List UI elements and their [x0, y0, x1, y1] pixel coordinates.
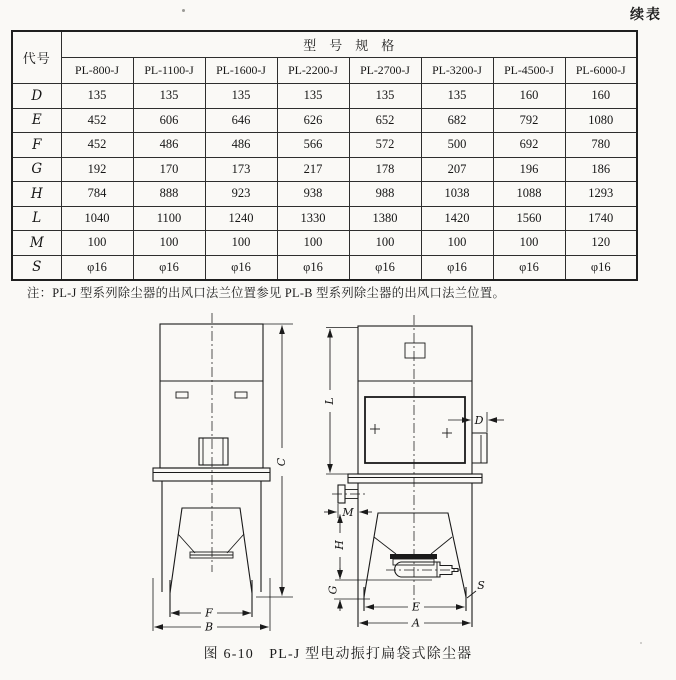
corner-header: 代号: [12, 31, 61, 84]
table-cell: 217: [277, 157, 349, 182]
column-header: PL-3200-J: [421, 58, 493, 84]
table-cell: φ16: [133, 255, 205, 280]
table-cell: 100: [133, 231, 205, 256]
table-cell: 100: [349, 231, 421, 256]
table-note: 注：PL-J 型系列除尘器的出风口法兰位置参见 PL-B 型系列除尘器的出风口法兰位置。: [27, 286, 506, 300]
table-cell: 452: [61, 108, 133, 133]
table-cell: 888: [133, 182, 205, 207]
dim-label-s: S: [477, 579, 485, 592]
table-cell: 135: [61, 84, 133, 109]
table-cell: 100: [277, 231, 349, 256]
flange-band: [153, 468, 270, 481]
table-cell: 923: [205, 182, 277, 207]
table-cell: 572: [349, 133, 421, 158]
outlet-duct: [472, 433, 487, 463]
door-handle: [370, 424, 452, 438]
table-cell: 135: [277, 84, 349, 109]
table-cell: 170: [133, 157, 205, 182]
table-row: [12, 157, 637, 182]
front-view: [153, 313, 293, 634]
table-cell: φ16: [493, 255, 565, 280]
table-cell: 1240: [205, 206, 277, 231]
table-cell: 1038: [421, 182, 493, 207]
group-header: 型 号 规 格: [61, 31, 637, 58]
table-cell: 692: [493, 133, 565, 158]
table-cell: 207: [421, 157, 493, 182]
table-row: [12, 255, 637, 280]
table-cell: 626: [277, 108, 349, 133]
table-cell: 780: [565, 133, 637, 158]
row-code: D: [12, 84, 61, 109]
dim-label-a: A: [412, 616, 420, 630]
table-cell: 1560: [493, 206, 565, 231]
table-cell: 938: [277, 182, 349, 207]
support-stand: [170, 508, 252, 593]
table-row: [12, 182, 637, 207]
continued-table-label: 续表: [630, 8, 662, 23]
column-header: PL-4500-J: [493, 58, 565, 84]
dim-label-e: E: [411, 600, 421, 614]
table-cell: φ16: [277, 255, 349, 280]
table-cell: 135: [133, 84, 205, 109]
row-code: E: [12, 108, 61, 133]
column-header: PL-2200-J: [277, 58, 349, 84]
table-cell: 486: [205, 133, 277, 158]
table-row: [12, 231, 637, 256]
table-cell: 784: [61, 182, 133, 207]
column-header: PL-1100-J: [133, 58, 205, 84]
table-column-header-row: [12, 58, 637, 84]
table-cell: 135: [421, 84, 493, 109]
table-cell: 178: [349, 157, 421, 182]
row-code: S: [12, 255, 61, 280]
spec-table: [11, 30, 638, 281]
table-cell: 160: [493, 84, 565, 109]
table-cell: 566: [277, 133, 349, 158]
bag-access-door: [365, 397, 465, 463]
table-cell: 606: [133, 108, 205, 133]
table-cell: φ16: [421, 255, 493, 280]
table-cell: 192: [61, 157, 133, 182]
table-cell: 646: [205, 108, 277, 133]
column-header: PL-1600-J: [205, 58, 277, 84]
dim-label-f: F: [205, 606, 213, 620]
table-cell: 173: [205, 157, 277, 182]
table-cell: 1080: [565, 108, 637, 133]
table-cell: 1330: [277, 206, 349, 231]
table-cell: 100: [61, 231, 133, 256]
table-cell: 120: [565, 231, 637, 256]
technical-drawing: [130, 300, 550, 640]
dim-label-d: D: [474, 414, 484, 427]
table-cell: 100: [493, 231, 565, 256]
dim-label-h: H: [333, 540, 346, 550]
table-row: [12, 84, 637, 109]
table-cell: 652: [349, 108, 421, 133]
table-cell: 160: [565, 84, 637, 109]
table-cell: φ16: [61, 255, 133, 280]
column-header: PL-800-J: [61, 58, 133, 84]
row-code: G: [12, 157, 61, 182]
dim-label-b: B: [204, 620, 214, 634]
table-cell: φ16: [565, 255, 637, 280]
table-cell: 1040: [61, 206, 133, 231]
dim-label-m: M: [342, 506, 354, 519]
table-cell: 1380: [349, 206, 421, 231]
vibrator-motor-top: [405, 343, 425, 358]
dim-label-c: C: [275, 457, 288, 467]
table-cell: 988: [349, 182, 421, 207]
table-cell: 792: [493, 108, 565, 133]
table-row: [12, 133, 637, 158]
side-view: [323, 315, 504, 630]
vibrator-motor: [395, 562, 458, 577]
table-cell: 135: [205, 84, 277, 109]
table-cell: φ16: [349, 255, 421, 280]
table-cell: 100: [205, 231, 277, 256]
scan-speck: [182, 9, 185, 12]
table-cell: 135: [349, 84, 421, 109]
row-code: H: [12, 182, 61, 207]
table-cell: 1100: [133, 206, 205, 231]
inspection-window: [235, 392, 247, 398]
table-cell: φ16: [205, 255, 277, 280]
table-cell: 1088: [493, 182, 565, 207]
table-row: [12, 206, 637, 231]
table-group-header-row: [12, 31, 637, 58]
table-cell: 500: [421, 133, 493, 158]
row-code: M: [12, 231, 61, 256]
inspection-window: [176, 392, 188, 398]
table-row: [12, 108, 637, 133]
table-cell: 1420: [421, 206, 493, 231]
table-cell: 196: [493, 157, 565, 182]
table-cell: 682: [421, 108, 493, 133]
row-code: F: [12, 133, 61, 158]
table-cell: 100: [421, 231, 493, 256]
dim-label-g: G: [326, 585, 340, 595]
table-cell: 1293: [565, 182, 637, 207]
column-header: PL-6000-J: [565, 58, 637, 84]
figure-caption: 图 6-10 PL-J 型电动振打扁袋式除尘器: [203, 647, 473, 662]
table-cell: 186: [565, 157, 637, 182]
column-header: PL-2700-J: [349, 58, 421, 84]
row-code: L: [12, 206, 61, 231]
discharge-flange: [390, 554, 437, 559]
table-cell: 1740: [565, 206, 637, 231]
table-cell: 452: [61, 133, 133, 158]
dim-label-l: L: [323, 397, 336, 405]
table-cell: 486: [133, 133, 205, 158]
flange-band: [348, 474, 482, 483]
